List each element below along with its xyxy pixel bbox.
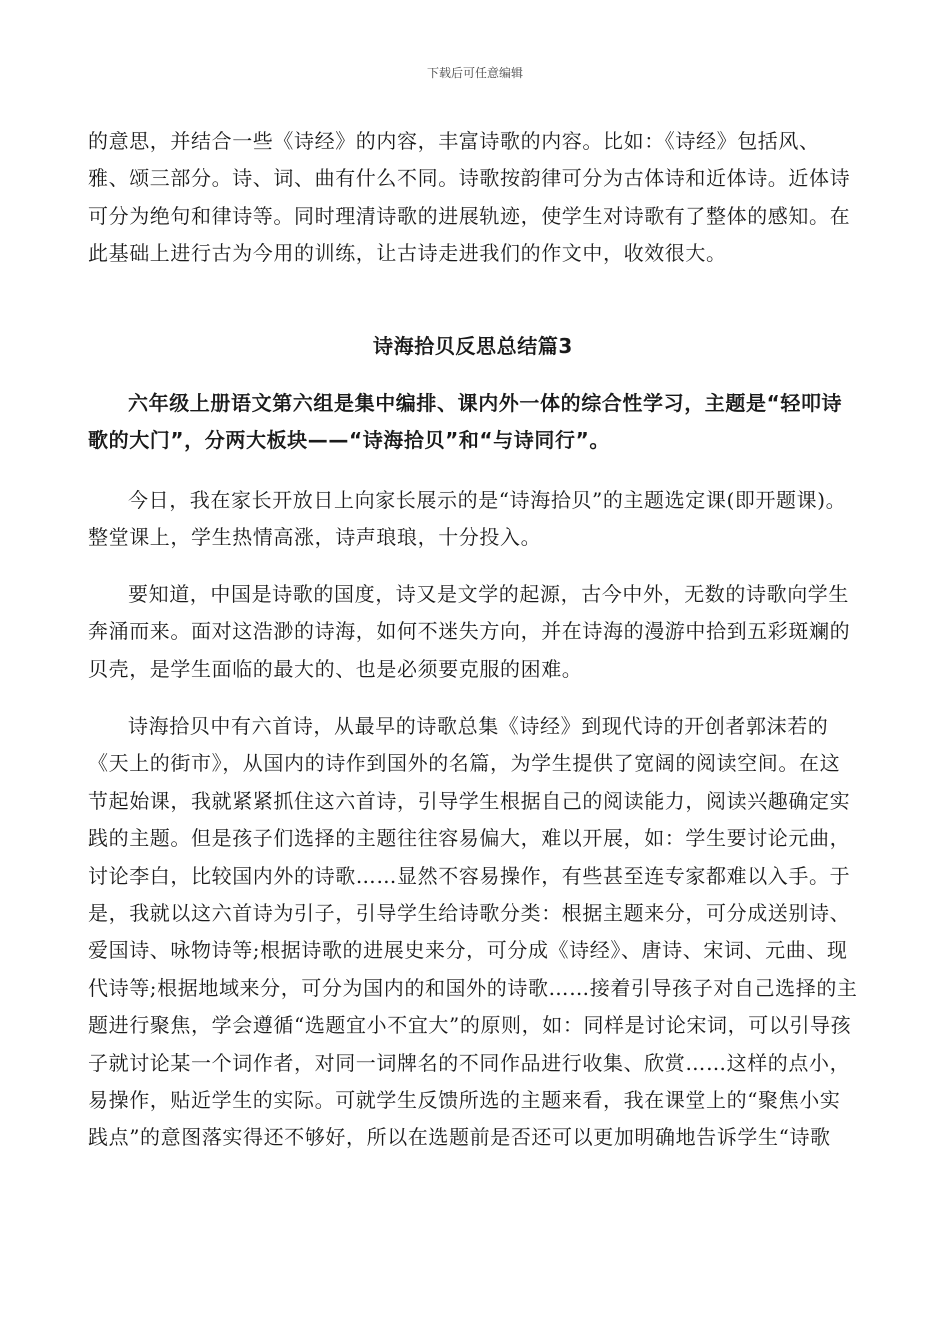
section-heading-block: [88, 330, 858, 359]
body-paragraph: 的意思，并结合一些《诗经》的内容，丰富诗歌的内容。比如：《诗经》包括风、雅、颂三部分。诗、词、曲有什么不同。诗歌按韵律可分为古体诗和近体诗。近体诗可分为绝句和律诗等。同时理清诗歌的进展轨迹，使学生对诗歌有了整体的感知。在此基础上进行古为今用的训练，让古诗走进我们的作文中，收效很大。: [88, 129, 851, 266]
body-paragraph: 要知道，中国是诗歌的国度，诗又是文学的起源，古今中外，无数的诗歌向学生奔涌而来。面对这浩渺的诗海，如何不迷失方向，并在诗海的漫游中拾到五彩斑斓的贝壳，是学生面临的最大的、也是必须要克服的困难。: [88, 582, 851, 681]
body-paragraph: 今日，我在家长开放日上向家长展示的是“诗海拾贝”的主题选定课(即开题课)。整堂课上，学生热情高涨，诗声琅琅，十分投入。: [88, 488, 847, 550]
paragraph-block-4: [88, 708, 858, 1157]
paragraph-block-2: [88, 482, 858, 557]
body-paragraph: 诗海拾贝中有六首诗，从最早的诗歌总集《诗经》到现代诗的开创者郭沫若的《天上的街市》，从国内的诗作到国外的名篇，为学生提供了宽阔的阅读空间。在这节起始课，我就紧紧抓住这六首诗，引导学生根据自己的阅读能力，阅读兴趣确定实践的主题。但是孩子们选择的主题往往容易偏大，难以开展，如：学生要讨论元曲，讨论李白，比较国内外的诗歌……显然不容易操作，有些甚至连专家都难以入手。于是，我就以这六首诗为引子，引导学生给诗歌分类：根据主题来分，可分成送别诗、爱国诗、咏物诗等;根据诗歌的进展史来分，可分成《诗经》、唐诗、宋词、元曲、现代诗等;根据地域来分，可分为国内的和国外的诗歌……接着引导孩子对自己选择的主题进行聚焦，学会遵循“选题宜小不宜大”的原则，如：同样是讨论宋词，可以引导孩子就讨论某一个词作者，对同一词牌名的不同作品进行收集、欣赏……这样的点小，易操作，贴近学生的实际。可就学生反馈所选的主题来看，我在课堂上的“聚焦小实践点”的意图落实得还不够好，所以在选题前是否还可以更加明确地告诉学生“诗歌: [88, 714, 858, 1150]
section-heading: 诗海拾贝反思总结篇3: [373, 334, 573, 358]
intro-block: [88, 385, 858, 460]
intro-paragraph: 六年级上册语文第六组是集中编排、课内外一体的综合性学习，主题是“轻叩诗歌的大门”，分两大板块——“诗海拾贝”和“与诗同行”。: [88, 391, 843, 453]
paragraph-block-3: [88, 576, 858, 688]
page-header-note: 下载后可任意编辑: [426, 66, 523, 80]
paragraph-continuation: [88, 123, 858, 273]
